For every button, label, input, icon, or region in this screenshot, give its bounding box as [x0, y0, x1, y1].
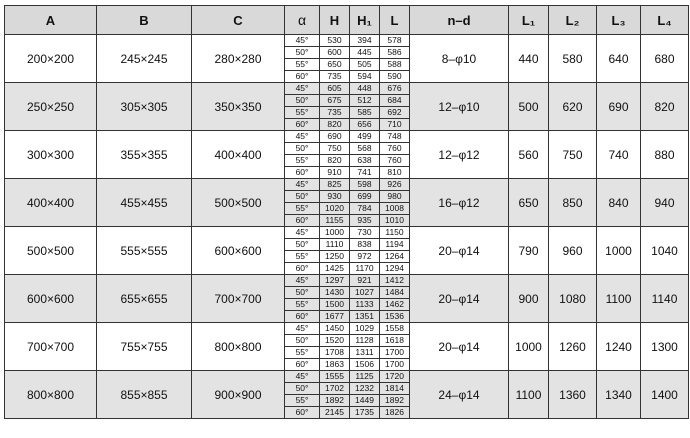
- cell-h1: 638: [350, 155, 380, 167]
- cell-l: 586: [380, 47, 410, 59]
- cell-l: 1826: [380, 407, 410, 419]
- header-c: C: [192, 6, 285, 35]
- cell-h: 605: [320, 83, 350, 95]
- cell-h1: 512: [350, 95, 380, 107]
- cell-alpha: 60°: [285, 311, 320, 323]
- cell-h: 1892: [320, 395, 350, 407]
- cell-c: 600×600: [192, 227, 285, 275]
- table-row: [5, 131, 689, 143]
- cell-nd: 20–φ14: [410, 275, 509, 323]
- spec-table: [4, 5, 689, 419]
- cell-alpha: 45°: [285, 371, 320, 383]
- cell-h1: 1311: [350, 347, 380, 359]
- cell-alpha: 50°: [285, 191, 320, 203]
- cell-alpha: 50°: [285, 335, 320, 347]
- cell-h1: 1029: [350, 323, 380, 335]
- cell-h: 735: [320, 107, 350, 119]
- cell-alpha: 45°: [285, 131, 320, 143]
- cell-h1: 1133: [350, 299, 380, 311]
- cell-h: 1450: [320, 323, 350, 335]
- cell-c: 280×280: [192, 35, 285, 83]
- cell-alpha: 55°: [285, 347, 320, 359]
- cell-b: 455×455: [97, 179, 192, 227]
- cell-alpha: 55°: [285, 251, 320, 263]
- cell-l: 1194: [380, 239, 410, 251]
- cell-l: 1484: [380, 287, 410, 299]
- cell-h1: 1128: [350, 335, 380, 347]
- cell-h: 530: [320, 35, 350, 47]
- cell-l2: 580: [549, 35, 597, 83]
- cell-l1: 900: [509, 275, 549, 323]
- cell-h1: 505: [350, 59, 380, 71]
- cell-h: 1297: [320, 275, 350, 287]
- cell-l: 810: [380, 167, 410, 179]
- cell-a: 600×600: [5, 275, 97, 323]
- cell-h1: 568: [350, 143, 380, 155]
- cell-h: 650: [320, 59, 350, 71]
- cell-h: 1430: [320, 287, 350, 299]
- cell-alpha: 55°: [285, 395, 320, 407]
- cell-alpha: 60°: [285, 359, 320, 371]
- cell-h: 820: [320, 119, 350, 131]
- cell-h1: 445: [350, 47, 380, 59]
- cell-h1: 585: [350, 107, 380, 119]
- cell-alpha: 50°: [285, 143, 320, 155]
- table-row: [5, 83, 689, 95]
- cell-l4: 1300: [641, 323, 689, 371]
- header-nd: n–d: [410, 6, 509, 35]
- cell-nd: 24–φ14: [410, 371, 509, 419]
- cell-h1: 394: [350, 35, 380, 47]
- cell-alpha: 60°: [285, 119, 320, 131]
- cell-alpha: 60°: [285, 215, 320, 227]
- cell-nd: 20–φ14: [410, 323, 509, 371]
- cell-l: 760: [380, 155, 410, 167]
- table-body: [5, 35, 689, 419]
- cell-h1: 1506: [350, 359, 380, 371]
- cell-l1: 1100: [509, 371, 549, 419]
- cell-h1: 598: [350, 179, 380, 191]
- cell-h: 820: [320, 155, 350, 167]
- table-row: [5, 179, 689, 191]
- header-h: H: [320, 6, 350, 35]
- cell-l: 748: [380, 131, 410, 143]
- cell-l4: 680: [641, 35, 689, 83]
- cell-l: 1412: [380, 275, 410, 287]
- cell-h: 1702: [320, 383, 350, 395]
- cell-nd: 8–φ10: [410, 35, 509, 83]
- cell-alpha: 45°: [285, 323, 320, 335]
- cell-c: 800×800: [192, 323, 285, 371]
- cell-l2: 1360: [549, 371, 597, 419]
- cell-h1: 1125: [350, 371, 380, 383]
- cell-l4: 1140: [641, 275, 689, 323]
- cell-l1: 650: [509, 179, 549, 227]
- table-row: [5, 323, 689, 335]
- cell-l3: 840: [597, 179, 641, 227]
- cell-l1: 790: [509, 227, 549, 275]
- cell-l: 578: [380, 35, 410, 47]
- cell-h: 1677: [320, 311, 350, 323]
- cell-h: 1708: [320, 347, 350, 359]
- cell-h1: 741: [350, 167, 380, 179]
- cell-alpha: 50°: [285, 383, 320, 395]
- cell-nd: 12–φ10: [410, 83, 509, 131]
- cell-h1: 499: [350, 131, 380, 143]
- cell-l: 1462: [380, 299, 410, 311]
- cell-b: 755×755: [97, 323, 192, 371]
- header-row: [5, 6, 689, 35]
- cell-l3: 1240: [597, 323, 641, 371]
- header-b: B: [97, 6, 192, 35]
- cell-h: 675: [320, 95, 350, 107]
- cell-l: 1814: [380, 383, 410, 395]
- cell-h1: 1449: [350, 395, 380, 407]
- cell-h1: 1027: [350, 287, 380, 299]
- cell-alpha: 60°: [285, 167, 320, 179]
- cell-l: 1618: [380, 335, 410, 347]
- cell-h: 825: [320, 179, 350, 191]
- cell-l3: 1100: [597, 275, 641, 323]
- cell-h: 690: [320, 131, 350, 143]
- cell-alpha: 50°: [285, 287, 320, 299]
- cell-h: 2145: [320, 407, 350, 419]
- header-l4: L₄: [641, 6, 689, 35]
- table-row: [5, 275, 689, 287]
- cell-h: 1520: [320, 335, 350, 347]
- cell-l1: 1000: [509, 323, 549, 371]
- cell-h1: 1735: [350, 407, 380, 419]
- cell-h: 1020: [320, 203, 350, 215]
- cell-alpha: 55°: [285, 203, 320, 215]
- cell-alpha: 45°: [285, 35, 320, 47]
- cell-a: 700×700: [5, 323, 97, 371]
- cell-l3: 640: [597, 35, 641, 83]
- cell-l: 590: [380, 71, 410, 83]
- cell-h: 1863: [320, 359, 350, 371]
- cell-l: 1720: [380, 371, 410, 383]
- cell-alpha: 50°: [285, 47, 320, 59]
- table-row: [5, 371, 689, 383]
- cell-c: 350×350: [192, 83, 285, 131]
- cell-a: 500×500: [5, 227, 97, 275]
- table-row: [5, 35, 689, 47]
- cell-alpha: 50°: [285, 239, 320, 251]
- cell-l: 760: [380, 143, 410, 155]
- cell-c: 400×400: [192, 131, 285, 179]
- cell-a: 300×300: [5, 131, 97, 179]
- cell-h1: 935: [350, 215, 380, 227]
- cell-h1: 1170: [350, 263, 380, 275]
- cell-alpha: 55°: [285, 155, 320, 167]
- cell-l: 710: [380, 119, 410, 131]
- cell-h1: 1232: [350, 383, 380, 395]
- cell-alpha: 45°: [285, 227, 320, 239]
- cell-a: 800×800: [5, 371, 97, 419]
- cell-alpha: 55°: [285, 59, 320, 71]
- cell-b: 855×855: [97, 371, 192, 419]
- cell-nd: 20–φ14: [410, 227, 509, 275]
- cell-h: 1155: [320, 215, 350, 227]
- cell-h1: 838: [350, 239, 380, 251]
- cell-l3: 740: [597, 131, 641, 179]
- cell-l: 588: [380, 59, 410, 71]
- cell-l: 1892: [380, 395, 410, 407]
- cell-l4: 880: [641, 131, 689, 179]
- cell-alpha: 45°: [285, 275, 320, 287]
- cell-l2: 750: [549, 131, 597, 179]
- cell-l: 980: [380, 191, 410, 203]
- cell-alpha: 60°: [285, 263, 320, 275]
- cell-l4: 940: [641, 179, 689, 227]
- cell-l2: 850: [549, 179, 597, 227]
- header-alpha: α: [285, 6, 320, 35]
- cell-a: 400×400: [5, 179, 97, 227]
- cell-l: 684: [380, 95, 410, 107]
- cell-l1: 440: [509, 35, 549, 83]
- cell-b: 305×305: [97, 83, 192, 131]
- cell-l: 1010: [380, 215, 410, 227]
- header-l3: L₃: [597, 6, 641, 35]
- cell-b: 555×555: [97, 227, 192, 275]
- cell-l: 1700: [380, 347, 410, 359]
- cell-l4: 1040: [641, 227, 689, 275]
- header-l2: L₂: [549, 6, 597, 35]
- cell-h1: 730: [350, 227, 380, 239]
- cell-l1: 500: [509, 83, 549, 131]
- cell-h1: 699: [350, 191, 380, 203]
- cell-h: 750: [320, 143, 350, 155]
- cell-h: 1425: [320, 263, 350, 275]
- cell-c: 700×700: [192, 275, 285, 323]
- cell-alpha: 55°: [285, 107, 320, 119]
- header-a: A: [5, 6, 97, 35]
- cell-l2: 960: [549, 227, 597, 275]
- cell-l: 926: [380, 179, 410, 191]
- cell-nd: 16–φ12: [410, 179, 509, 227]
- cell-h1: 784: [350, 203, 380, 215]
- cell-alpha: 60°: [285, 407, 320, 419]
- header-l: L: [380, 6, 410, 35]
- cell-l2: 1260: [549, 323, 597, 371]
- cell-h: 1000: [320, 227, 350, 239]
- table-row: [5, 227, 689, 239]
- cell-h: 600: [320, 47, 350, 59]
- cell-h1: 921: [350, 275, 380, 287]
- cell-b: 245×245: [97, 35, 192, 83]
- header-h1: H₁: [350, 6, 380, 35]
- cell-l: 1150: [380, 227, 410, 239]
- cell-l3: 1000: [597, 227, 641, 275]
- cell-c: 900×900: [192, 371, 285, 419]
- cell-l: 1558: [380, 323, 410, 335]
- cell-h1: 594: [350, 71, 380, 83]
- cell-h: 910: [320, 167, 350, 179]
- cell-l4: 820: [641, 83, 689, 131]
- cell-c: 500×500: [192, 179, 285, 227]
- cell-b: 355×355: [97, 131, 192, 179]
- cell-alpha: 45°: [285, 179, 320, 191]
- cell-l2: 1080: [549, 275, 597, 323]
- cell-l: 1264: [380, 251, 410, 263]
- cell-h1: 1351: [350, 311, 380, 323]
- cell-l4: 1400: [641, 371, 689, 419]
- cell-h: 1110: [320, 239, 350, 251]
- cell-h1: 656: [350, 119, 380, 131]
- cell-h1: 972: [350, 251, 380, 263]
- cell-l3: 690: [597, 83, 641, 131]
- cell-l: 1536: [380, 311, 410, 323]
- header-l1: L₁: [509, 6, 549, 35]
- cell-a: 200×200: [5, 35, 97, 83]
- cell-b: 655×655: [97, 275, 192, 323]
- cell-l2: 620: [549, 83, 597, 131]
- cell-l: 692: [380, 107, 410, 119]
- cell-alpha: 50°: [285, 95, 320, 107]
- cell-h: 1250: [320, 251, 350, 263]
- cell-h: 1555: [320, 371, 350, 383]
- cell-alpha: 60°: [285, 71, 320, 83]
- cell-l: 1294: [380, 263, 410, 275]
- cell-l1: 560: [509, 131, 549, 179]
- cell-h: 1500: [320, 299, 350, 311]
- cell-l: 676: [380, 83, 410, 95]
- cell-l: 1700: [380, 359, 410, 371]
- cell-l: 1008: [380, 203, 410, 215]
- cell-nd: 12–φ12: [410, 131, 509, 179]
- cell-alpha: 45°: [285, 83, 320, 95]
- cell-h1: 448: [350, 83, 380, 95]
- cell-a: 250×250: [5, 83, 97, 131]
- cell-h: 930: [320, 191, 350, 203]
- cell-alpha: 55°: [285, 299, 320, 311]
- cell-l3: 1340: [597, 371, 641, 419]
- cell-h: 735: [320, 71, 350, 83]
